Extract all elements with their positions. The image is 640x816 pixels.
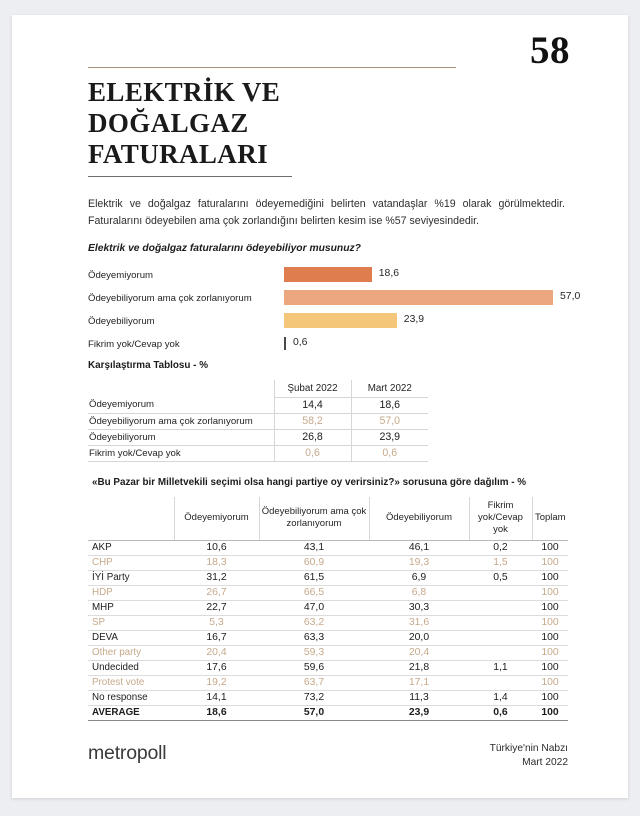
- source-line-2: Mart 2022: [522, 757, 568, 768]
- table-cell: 11,3: [369, 691, 469, 706]
- table-cell: [469, 631, 532, 646]
- row-label: AKP: [88, 541, 174, 556]
- chart-bar-track: [284, 313, 568, 328]
- title-underline: [88, 176, 292, 177]
- chart-bar-row: [88, 336, 568, 354]
- intro-paragraph: Elektrik ve doğalgaz faturalarını ödeyemediğini belirten vatandaşlar %19 olarak görülmektedir. Faturalarını ödeyebilen ama çok zorlandığını belirten kesim ise %57 seviyesindedir.: [88, 198, 565, 227]
- table-cell: 100: [532, 586, 568, 601]
- column-header: Ödeyebiliyorum ama çok zorlanıyorum: [259, 497, 369, 541]
- party-table: [88, 497, 568, 721]
- chart-bar-label: Ödeyebiliyorum ama çok zorlanıyorum: [88, 293, 252, 304]
- table-row: [88, 691, 568, 706]
- table-cell: 18,3: [174, 556, 259, 571]
- table-cell: 63,2: [259, 616, 369, 631]
- table-cell: 59,6: [259, 661, 369, 676]
- chart-bar-label: Fikrim yok/Cevap yok: [88, 339, 180, 350]
- chart-bar-value: 0,6: [293, 337, 308, 348]
- source-block: [490, 742, 568, 770]
- row-label: MHP: [88, 601, 174, 616]
- bar-chart: [88, 267, 581, 354]
- table-cell: 14,1: [174, 691, 259, 706]
- table-cell: [469, 586, 532, 601]
- table-cell: 16,7: [174, 631, 259, 646]
- table-cell: 20,0: [369, 631, 469, 646]
- table-cell: 1,4: [469, 691, 532, 706]
- table-cell: 0,6: [351, 446, 428, 462]
- party-table-caption: «Bu Pazar bir Milletvekili seçimi olsa hangi partiye oy verirsiniz?» sorusuna göre dağılım - %: [92, 477, 527, 488]
- row-label: Other party: [88, 646, 174, 661]
- table-cell: 6,9: [369, 571, 469, 586]
- chart-bar-track: [284, 267, 568, 282]
- document-page: [12, 15, 628, 798]
- survey-question: Elektrik ve doğalgaz faturalarını ödeyebiliyor musunuz?: [88, 243, 361, 254]
- table-row: [88, 586, 568, 601]
- table-cell: 100: [532, 646, 568, 661]
- chart-bar: [284, 290, 553, 305]
- chart-bar-value: 23,9: [403, 314, 425, 325]
- table-cell: 23,9: [351, 430, 428, 446]
- table-row: [88, 541, 568, 556]
- table-cell: 61,5: [259, 571, 369, 586]
- table-cell: 17,6: [174, 661, 259, 676]
- table-cell: 100: [532, 691, 568, 706]
- table-cell: 59,3: [259, 646, 369, 661]
- table-cell: 20,4: [369, 646, 469, 661]
- column-header: Mart 2022: [351, 380, 428, 398]
- table-cell: [469, 601, 532, 616]
- table-cell: 58,2: [274, 414, 351, 430]
- column-header: Şubat 2022: [274, 380, 351, 398]
- table-cell: 57,0: [259, 706, 369, 721]
- table-row: [88, 631, 568, 646]
- page-header: [88, 15, 568, 77]
- source-line-1: Türkiye'nin Nabzı: [489, 743, 568, 754]
- table-cell: 31,6: [369, 616, 469, 631]
- table-row-average: [88, 706, 568, 721]
- table-cell: 0,6: [469, 706, 532, 721]
- page-title: ELEKTRİK VE DOĞALGAZ FATURALARI: [88, 77, 281, 169]
- table-cell: 100: [532, 601, 568, 616]
- table-header-row: [88, 380, 428, 398]
- table-cell: 66,5: [259, 586, 369, 601]
- table-corner-cell: [88, 380, 274, 398]
- table-cell: [469, 676, 532, 691]
- row-label: CHP: [88, 556, 174, 571]
- table-cell: 63,3: [259, 631, 369, 646]
- table-cell: 100: [532, 556, 568, 571]
- chart-bar-row: [88, 267, 568, 285]
- table-cell: 30,3: [369, 601, 469, 616]
- chart-bar: [284, 267, 372, 282]
- table-cell: 18,6: [174, 706, 259, 721]
- table-row: [88, 446, 428, 462]
- row-label: DEVA: [88, 631, 174, 646]
- table-cell: 10,6: [174, 541, 259, 556]
- table-cell: 5,3: [174, 616, 259, 631]
- table-row: [88, 430, 428, 446]
- chart-bar-track: [284, 336, 568, 351]
- table-corner-cell: [88, 497, 174, 541]
- column-header: Ödeyebiliyorum: [369, 497, 469, 541]
- table-row: [88, 571, 568, 586]
- table-cell: 0,6: [274, 446, 351, 462]
- table-cell: 21,8: [369, 661, 469, 676]
- table-cell: 100: [532, 676, 568, 691]
- chart-bar-value: 18,6: [378, 268, 400, 279]
- chart-bar-label: Ödeyebiliyorum: [88, 316, 155, 327]
- table-cell: 6,8: [369, 586, 469, 601]
- table-cell: 26,7: [174, 586, 259, 601]
- table-cell: 23,9: [369, 706, 469, 721]
- page-number: 58: [530, 29, 570, 72]
- table-cell: 60,9: [259, 556, 369, 571]
- table-cell: 0,2: [469, 541, 532, 556]
- header-rule: [88, 67, 456, 68]
- table-row: [88, 414, 428, 430]
- table-cell: 100: [532, 571, 568, 586]
- table-cell: 43,1: [259, 541, 369, 556]
- table-cell: 14,4: [274, 398, 351, 414]
- row-label: Ödeyebiliyorum ama çok zorlanıyorum: [88, 414, 274, 430]
- row-label: SP: [88, 616, 174, 631]
- table-row: [88, 616, 568, 631]
- table-cell: 100: [532, 631, 568, 646]
- chart-bar-track: [284, 290, 581, 305]
- table-cell: [469, 646, 532, 661]
- comparison-table-caption: Karşılaştırma Tablosu - %: [88, 360, 208, 371]
- row-label: Ödeyemiyorum: [88, 398, 274, 414]
- chart-bar: [284, 313, 397, 328]
- table-cell: [469, 616, 532, 631]
- table-row: [88, 661, 568, 676]
- table-cell: 20,4: [174, 646, 259, 661]
- table-cell: 0,5: [469, 571, 532, 586]
- table-header-row: [88, 497, 568, 541]
- metropoll-logo: metropoll: [88, 742, 167, 764]
- table-cell: 19,3: [369, 556, 469, 571]
- row-label: Fikrim yok/Cevap yok: [88, 446, 274, 462]
- page-footer: [88, 738, 568, 784]
- table-cell: 47,0: [259, 601, 369, 616]
- row-label: Protest vote: [88, 676, 174, 691]
- column-header: Toplam: [532, 497, 568, 541]
- table-row: [88, 398, 428, 414]
- row-label: No response: [88, 691, 174, 706]
- row-label: HDP: [88, 586, 174, 601]
- table-cell: 100: [532, 616, 568, 631]
- comparison-table: [88, 380, 428, 462]
- table-cell: 31,2: [174, 571, 259, 586]
- row-label: İYİ Party: [88, 571, 174, 586]
- table-row: [88, 601, 568, 616]
- row-label: Ödeyebiliyorum: [88, 430, 274, 446]
- table-cell: 63,7: [259, 676, 369, 691]
- table-cell: 100: [532, 661, 568, 676]
- table-row: [88, 646, 568, 661]
- chart-bar-row: [88, 290, 581, 308]
- row-label: AVERAGE: [88, 706, 174, 721]
- table-row: [88, 556, 568, 571]
- column-header: Fikrim yok/Cevap yok: [469, 497, 532, 541]
- table-row: [88, 676, 568, 691]
- table-cell: 1,1: [469, 661, 532, 676]
- column-header: Ödeyemiyorum: [174, 497, 259, 541]
- table-cell: 57,0: [351, 414, 428, 430]
- table-cell: 19,2: [174, 676, 259, 691]
- table-cell: 26,8: [274, 430, 351, 446]
- chart-bar-label: Ödeyemiyorum: [88, 270, 154, 281]
- table-cell: 46,1: [369, 541, 469, 556]
- table-cell: 100: [532, 706, 568, 721]
- chart-bar-row: [88, 313, 568, 331]
- table-cell: 100: [532, 541, 568, 556]
- table-cell: 22,7: [174, 601, 259, 616]
- row-label: Undecided: [88, 661, 174, 676]
- table-cell: 1,5: [469, 556, 532, 571]
- table-cell: 18,6: [351, 398, 428, 414]
- table-cell: 17,1: [369, 676, 469, 691]
- chart-bar-value: 57,0: [560, 291, 581, 302]
- chart-bar: [284, 337, 286, 350]
- table-cell: 73,2: [259, 691, 369, 706]
